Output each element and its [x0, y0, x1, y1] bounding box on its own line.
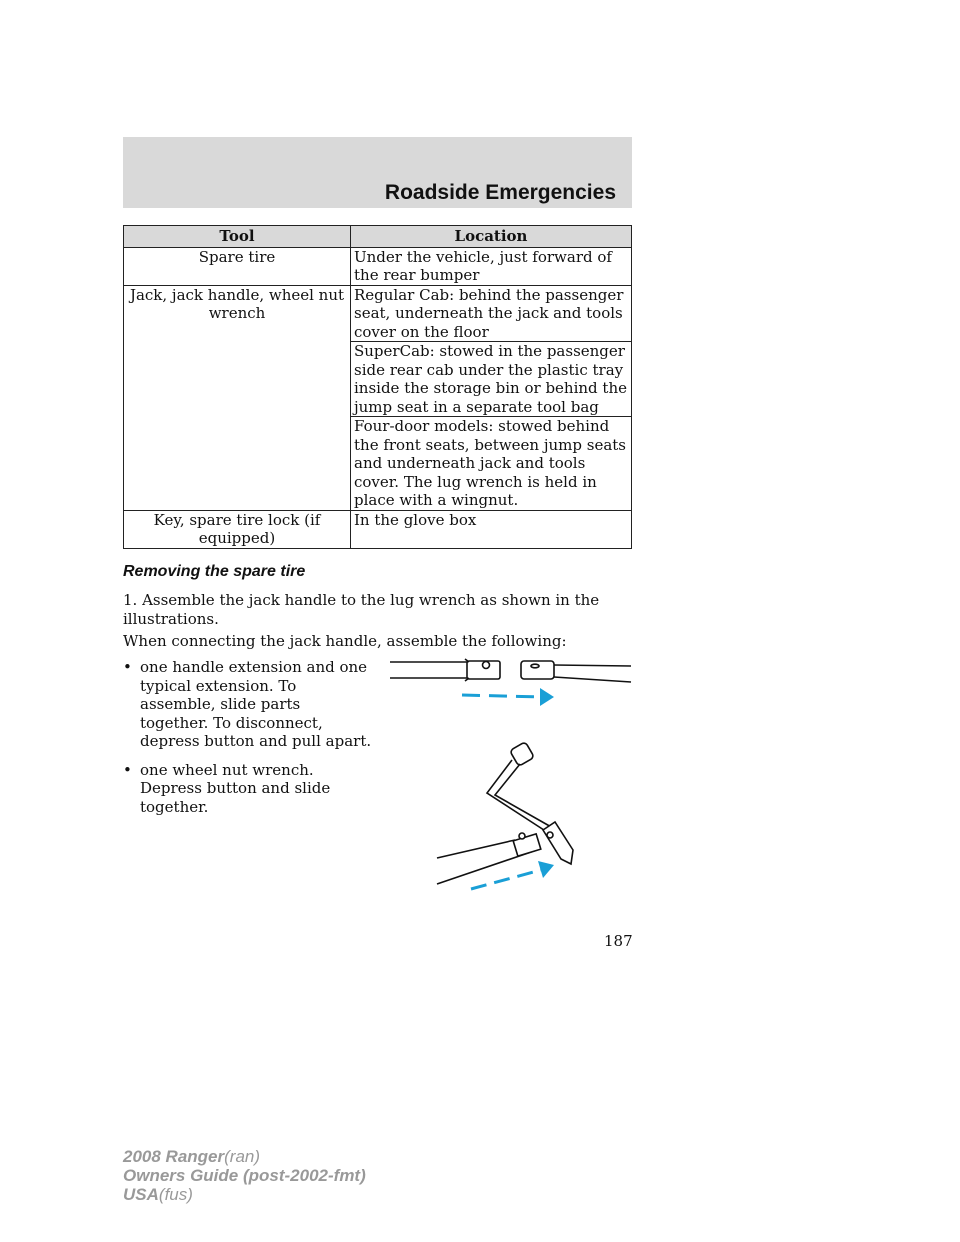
arrow-icon — [471, 861, 554, 889]
footer-line-2 — [123, 1166, 366, 1185]
table-row — [124, 247, 632, 285]
footer-line-3 — [123, 1185, 366, 1204]
step-1-text: 1. Assemble the jack handle to the lug wrench as shown in the illustrations. — [123, 591, 600, 628]
arrow-icon — [462, 688, 554, 706]
location-cell: Four-door models: stowed behind the front seats, between jump seats and underneath jack and tools cover. The lug wrench is held in place with a wingnut. — [351, 417, 632, 511]
footer-line-1 — [123, 1147, 366, 1166]
page-header — [123, 137, 632, 208]
bullet-icon: • — [123, 760, 132, 779]
list-item — [123, 761, 373, 817]
tools-table — [123, 225, 632, 549]
header-title: Roadside Emergencies — [384, 181, 616, 204]
bullet-text: one wheel nut wrench. Depress button and slide together. — [140, 760, 331, 816]
tool-cell: Spare tire — [124, 247, 351, 285]
jack-handle-illustration — [385, 650, 635, 895]
wheel-nut-wrench-figure — [437, 742, 573, 884]
tool-cell: Jack, jack handle, wheel nut wrench — [124, 285, 351, 510]
section-heading: Removing the spare tire — [123, 563, 306, 580]
list-item — [123, 658, 373, 751]
footer — [123, 1147, 366, 1204]
location-cell: SuperCab: stowed in the passenger side rear cab under the plastic tray inside the storage bin or behind the jump seat in a separate tool bag — [351, 342, 632, 417]
location-cell: Regular Cab: behind the passenger seat, underneath the jack and tools cover on the floor — [351, 285, 632, 342]
page-number: 187 — [604, 932, 633, 950]
location-cell: In the glove box — [351, 510, 632, 548]
table-row — [124, 285, 632, 342]
location-cell: Under the vehicle, just forward of the rear bumper — [351, 247, 632, 285]
column-header-location: Location — [351, 226, 632, 248]
bullet-text: one handle extension and one typical extension. To assemble, slide parts together. To disconnect, depress button and pull apart. — [140, 658, 372, 750]
bullet-icon: • — [123, 658, 132, 676]
footer-model: 2008 Ranger — [123, 1147, 225, 1166]
column-header-tool: Tool — [124, 226, 351, 248]
table-row — [124, 510, 632, 548]
footer-model-code: (ran) — [224, 1147, 261, 1166]
tool-cell: Key, spare tire lock (if equipped) — [124, 510, 351, 548]
table-header-row — [124, 226, 632, 248]
footer-guide: Owners Guide (post-2002-fmt) — [123, 1166, 366, 1185]
bullet-list — [123, 658, 373, 826]
footer-market-code: (fus) — [158, 1185, 193, 1204]
intro-text: When connecting the jack handle, assemble the following: — [123, 632, 567, 650]
handle-extensions-figure — [390, 659, 631, 682]
footer-market: USA — [123, 1185, 159, 1204]
